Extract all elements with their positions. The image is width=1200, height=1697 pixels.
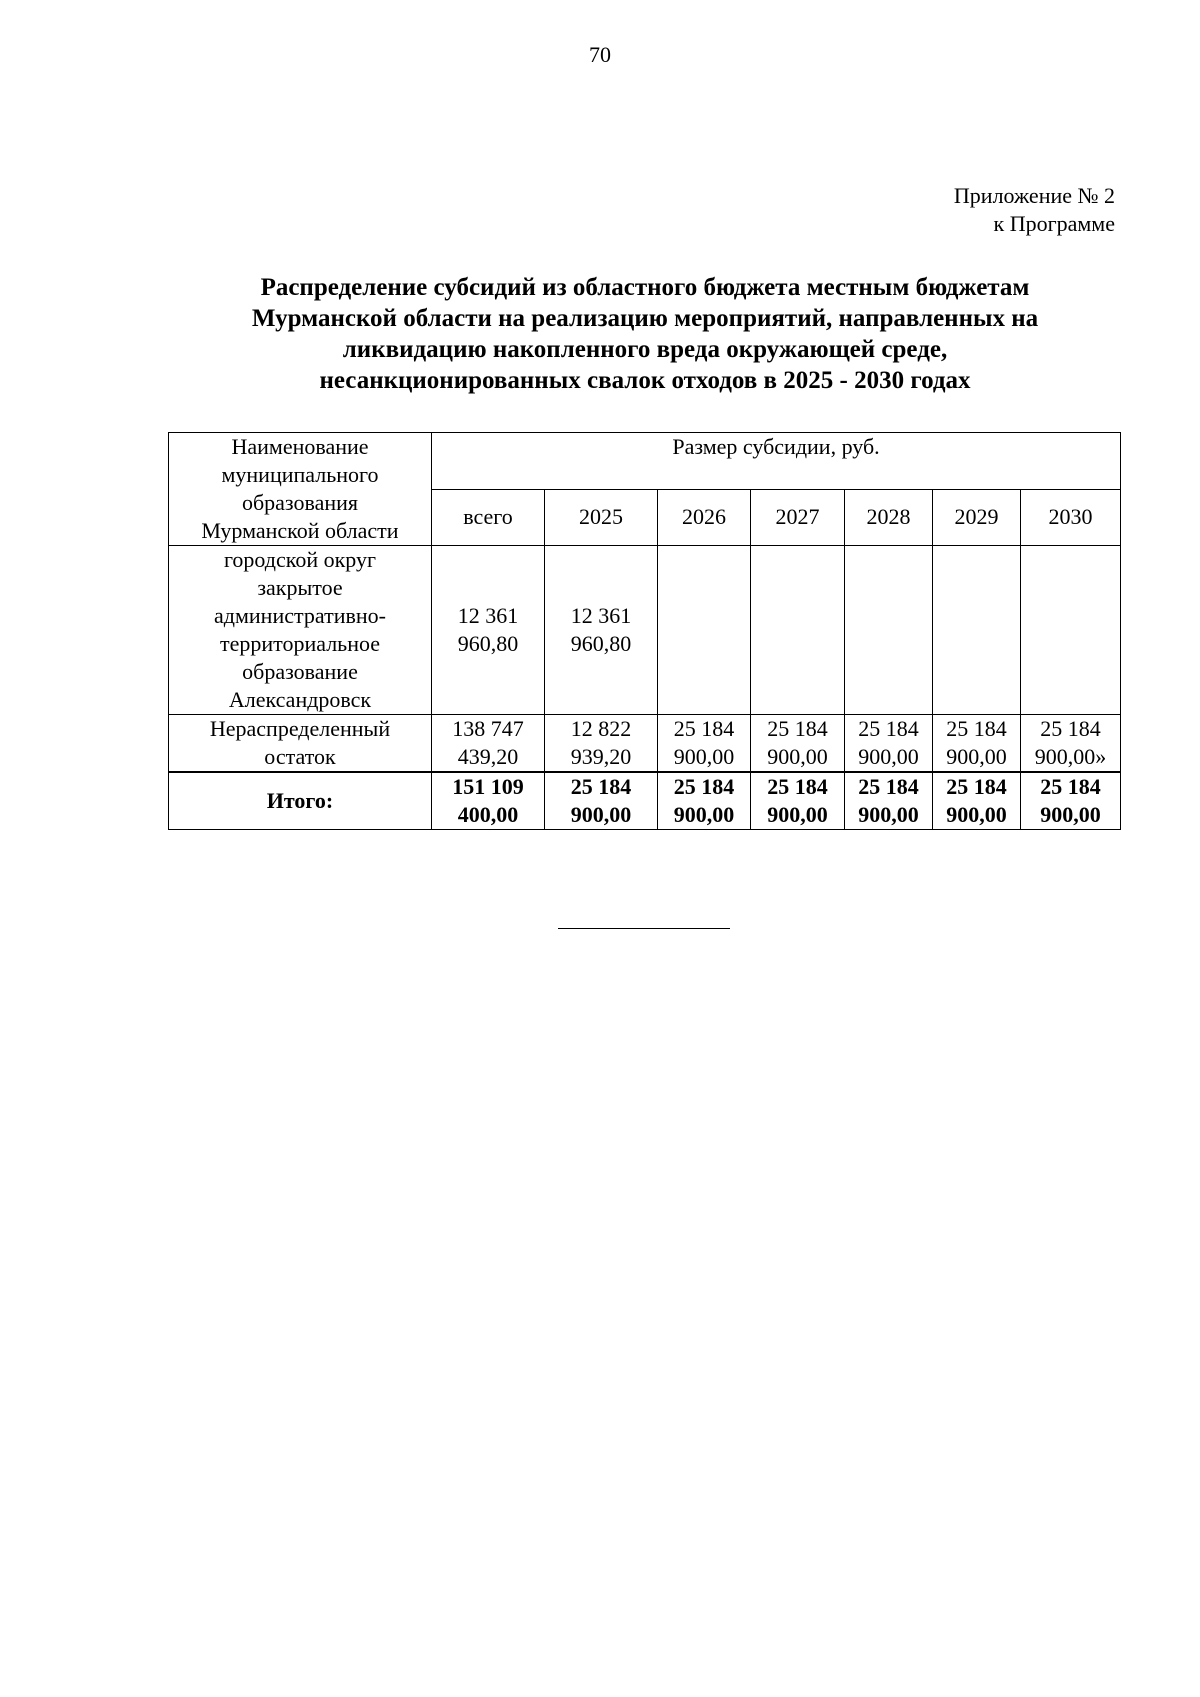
row-name: Нераспределенный остаток xyxy=(169,715,432,773)
total-label: Итого: xyxy=(169,772,432,830)
end-divider-line xyxy=(558,928,730,929)
cell-2025: 12 361 960,80 xyxy=(545,546,658,715)
header-year-2029: 2029 xyxy=(933,489,1021,546)
total-cell-2026: 25 184 900,00 xyxy=(658,772,751,830)
cell-2028: 25 184 900,00 xyxy=(845,715,933,773)
title-line-2: Мурманской области на реализацию мероприятий, направленных на xyxy=(251,305,1039,332)
table-total-row xyxy=(169,772,1121,830)
appendix-reference xyxy=(954,182,1115,238)
appendix-line-1: Приложение № 2 xyxy=(953,183,1115,208)
header-year-2026: 2026 xyxy=(658,489,751,546)
table-row xyxy=(169,715,1121,773)
cell-2027: 25 184 900,00 xyxy=(751,715,845,773)
total-cell-2029: 25 184 900,00 xyxy=(933,772,1021,830)
table-row xyxy=(169,546,1121,715)
cell-2027 xyxy=(751,546,845,715)
cell-2026 xyxy=(658,546,751,715)
title-line-1: Распределение субсидий из областного бюджета местным бюджетам xyxy=(260,274,1030,301)
cell-2025: 12 822 939,20 xyxy=(545,715,658,773)
total-cell-2030: 25 184 900,00 xyxy=(1021,772,1121,830)
cell-2030 xyxy=(1021,546,1121,715)
title-line-3: ликвидацию накопленного вреда окружающей среде, xyxy=(342,336,948,363)
header-year-2025: 2025 xyxy=(545,489,658,546)
header-total: всего xyxy=(432,489,545,546)
title-line-4: несанкционированных свалок отходов в 2025 - 2030 годах xyxy=(319,367,971,394)
total-cell-total: 151 109 400,00 xyxy=(432,772,545,830)
header-year-2030: 2030 xyxy=(1021,489,1121,546)
header-subsidy-size: Размер субсидии, руб. xyxy=(432,433,1121,490)
cell-2029 xyxy=(933,546,1021,715)
cell-2029: 25 184 900,00 xyxy=(933,715,1021,773)
cell-total: 12 361 960,80 xyxy=(432,546,545,715)
page-number: 70 xyxy=(589,42,611,67)
header-year-2028: 2028 xyxy=(845,489,933,546)
subsidy-table xyxy=(168,432,1121,830)
cell-2030: 25 184 900,00» xyxy=(1021,715,1121,773)
appendix-line-2: к Программе xyxy=(993,211,1115,236)
total-cell-2025: 25 184 900,00 xyxy=(545,772,658,830)
header-year-2027: 2027 xyxy=(751,489,845,546)
table-header-row-1 xyxy=(169,433,1121,490)
document-title xyxy=(170,272,1120,396)
total-cell-2028: 25 184 900,00 xyxy=(845,772,933,830)
header-municipality: Наименование муниципального образования Мурманской области xyxy=(169,433,432,546)
cell-2026: 25 184 900,00 xyxy=(658,715,751,773)
cell-total: 138 747 439,20 xyxy=(432,715,545,773)
cell-2028 xyxy=(845,546,933,715)
row-name: городской округ закрытое административно- территориальное образование Александровск xyxy=(169,546,432,715)
total-cell-2027: 25 184 900,00 xyxy=(751,772,845,830)
